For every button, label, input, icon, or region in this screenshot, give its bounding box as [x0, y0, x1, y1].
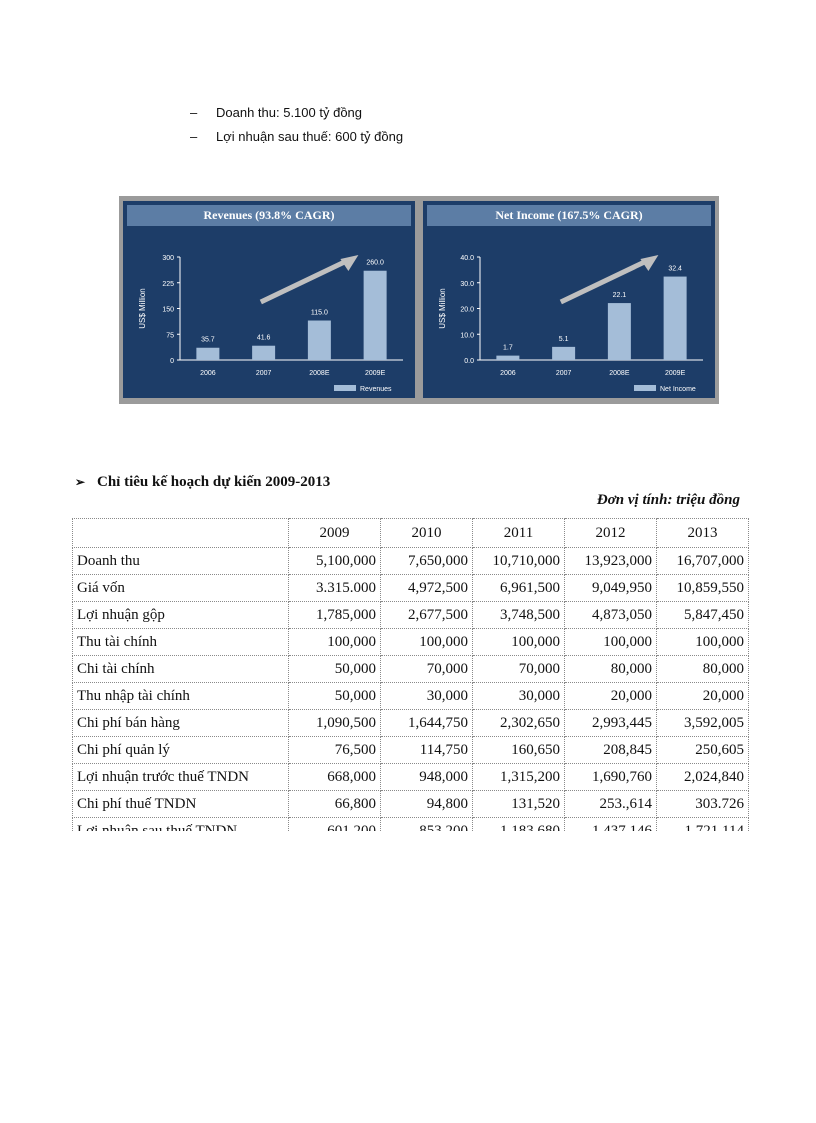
header-empty-cell: [73, 519, 289, 548]
y-tick-label: 0.0: [464, 358, 474, 365]
value-cell: 131,520: [473, 791, 565, 818]
value-cell: 80,000: [565, 656, 657, 683]
plan-table: [72, 518, 749, 845]
y-tick-label: 0: [170, 358, 174, 365]
legend-swatch: [334, 385, 356, 391]
table-row: [73, 656, 749, 683]
value-cell: 114,750: [381, 737, 473, 764]
year-header: 2010: [381, 519, 473, 548]
y-axis-label: US$ Million: [138, 288, 147, 329]
row-label: Lợi nhuận trước thuế TNDN: [73, 764, 289, 791]
bar-value-label: 35.7: [201, 336, 215, 344]
bar-value-label: 32.4: [668, 265, 682, 273]
x-tick-label: 2009E: [365, 370, 386, 377]
year-header: 2013: [657, 519, 749, 548]
section-heading: [75, 474, 330, 491]
x-tick-label: 2009E: [665, 370, 686, 377]
row-label: Chi phí bán hàng: [73, 710, 289, 737]
value-cell: 66,800: [289, 791, 381, 818]
legend-swatch: [634, 385, 656, 391]
value-cell: 13,923,000: [565, 548, 657, 575]
x-tick-label: 2007: [255, 370, 272, 377]
bar: [608, 303, 631, 360]
value-cell: 3,592,005: [657, 710, 749, 737]
value-cell: 3,748,500: [473, 602, 565, 629]
x-tick-label: 2007: [555, 370, 572, 377]
value-cell: 4,873,050: [565, 602, 657, 629]
bar: [496, 356, 519, 360]
value-cell: 100,000: [473, 629, 565, 656]
table-row: [73, 548, 749, 575]
value-cell: 10,859,550: [657, 575, 749, 602]
row-label: Giá vốn: [73, 575, 289, 602]
value-cell: 253.,614: [565, 791, 657, 818]
value-cell: 208,845: [565, 737, 657, 764]
value-cell: 2,024,840: [657, 764, 749, 791]
row-label: Thu nhập tài chính: [73, 683, 289, 710]
value-cell: 9,049,950: [565, 575, 657, 602]
y-tick-label: 225: [162, 280, 174, 288]
x-tick-label: 2008E: [309, 370, 330, 377]
bar: [196, 348, 219, 360]
value-cell: 76,500: [289, 737, 381, 764]
summary-bullets: [190, 100, 403, 148]
bar: [664, 277, 687, 360]
value-cell: 100,000: [565, 629, 657, 656]
value-cell: 948,000: [381, 764, 473, 791]
y-tick-label: 40.0: [460, 255, 474, 262]
bar: [552, 347, 575, 360]
year-header: 2012: [565, 519, 657, 548]
bar: [364, 271, 387, 360]
value-cell: 20,000: [657, 683, 749, 710]
value-cell: 160,650: [473, 737, 565, 764]
y-tick-label: 30.0: [460, 280, 474, 288]
value-cell: 6,961,500: [473, 575, 565, 602]
value-cell: 100,000: [289, 629, 381, 656]
year-header: 2011: [473, 519, 565, 548]
value-cell: 80,000: [657, 656, 749, 683]
bullet-revenue: [190, 100, 403, 124]
value-cell: 5,847,450: [657, 602, 749, 629]
table-row: [73, 764, 749, 791]
value-cell: 1,785,000: [289, 602, 381, 629]
bar-value-label: 260.0: [366, 259, 384, 267]
value-cell: 2,993,445: [565, 710, 657, 737]
value-cell: 70,000: [381, 656, 473, 683]
charts-image: [119, 196, 719, 404]
value-cell: 16,707,000: [657, 548, 749, 575]
bar-value-label: 1.7: [503, 344, 513, 352]
table-row: [73, 791, 749, 818]
net-income-chart-svg: [423, 201, 715, 398]
table-header-row: [73, 519, 749, 548]
row-label: Lợi nhuận gộp: [73, 602, 289, 629]
value-cell: 3.315.000: [289, 575, 381, 602]
bar-value-label: 41.6: [256, 334, 271, 342]
value-cell: 5,100,000: [289, 548, 381, 575]
row-label: Chi phí quản lý: [73, 737, 289, 764]
table-row: [73, 710, 749, 737]
net-income-chart-title: Net Income (167.5% CAGR): [427, 205, 711, 226]
page-cut: [70, 831, 750, 851]
table-row: [73, 683, 749, 710]
bar-value-label: 115.0: [310, 309, 328, 317]
value-cell: 2,677,500: [381, 602, 473, 629]
arrow-bullet-icon: ➢: [75, 475, 86, 489]
bullet-text: Doanh thu: 5.100 tỷ đồng: [216, 104, 363, 120]
table-row: [73, 575, 749, 602]
value-cell: 100,000: [381, 629, 473, 656]
y-tick-label: 20.0: [460, 306, 474, 314]
value-cell: 100,000: [657, 629, 749, 656]
value-cell: 50,000: [289, 656, 381, 683]
revenue-chart: [123, 201, 415, 398]
bar: [308, 321, 331, 360]
value-cell: 70,000: [473, 656, 565, 683]
value-cell: 30,000: [473, 683, 565, 710]
value-cell: 50,000: [289, 683, 381, 710]
bar-value-label: 22.1: [612, 292, 627, 300]
y-tick-label: 150: [162, 306, 174, 314]
unit-note: Đơn vị tính: triệu đồng: [596, 492, 740, 508]
row-label: Chi tài chính: [73, 656, 289, 683]
value-cell: 4,972,500: [381, 575, 473, 602]
section-title: Chỉ tiêu kế hoạch dự kiến 2009-2013: [97, 474, 331, 490]
table-row: [73, 629, 749, 656]
row-label: Doanh thu: [73, 548, 289, 575]
value-cell: 1,315,200: [473, 764, 565, 791]
net-income-chart: [423, 201, 715, 398]
bullet-text: Lợi nhuận sau thuế: 600 tỷ đồng: [216, 128, 404, 144]
value-cell: 94,800: [381, 791, 473, 818]
revenue-chart-svg: [123, 201, 415, 398]
value-cell: 1,690,760: [565, 764, 657, 791]
legend-label: Revenues: [360, 386, 392, 393]
growth-arrow-head: [340, 255, 358, 271]
value-cell: 2,302,650: [473, 710, 565, 737]
bullet-dash: –: [190, 128, 198, 144]
table-row: [73, 737, 749, 764]
revenue-chart-title: Revenues (93.8% CAGR): [127, 205, 411, 226]
growth-arrow-head: [640, 255, 658, 271]
row-label: Chi phí thuế TNDN: [73, 791, 289, 818]
bar: [252, 346, 275, 360]
value-cell: 1,090,500: [289, 710, 381, 737]
legend-label: Net Income: [660, 386, 696, 393]
value-cell: 250,605: [657, 737, 749, 764]
x-tick-label: 2006: [500, 370, 516, 377]
y-tick-label: 300: [162, 255, 174, 262]
bullet-net-income: [190, 124, 403, 148]
table-row: [73, 602, 749, 629]
value-cell: 303.726: [657, 791, 749, 818]
bullet-dash: –: [190, 104, 198, 120]
growth-arrow-shaft: [561, 262, 645, 302]
y-axis-label: US$ Million: [438, 288, 447, 329]
value-cell: 1,644,750: [381, 710, 473, 737]
bar-value-label: 5.1: [558, 335, 569, 343]
growth-arrow-shaft: [261, 262, 345, 302]
value-cell: 10,710,000: [473, 548, 565, 575]
value-cell: 7,650,000: [381, 548, 473, 575]
y-tick-label: 75: [166, 332, 174, 340]
value-cell: 20,000: [565, 683, 657, 710]
year-header: 2009: [289, 519, 381, 548]
x-tick-label: 2006: [200, 370, 216, 377]
value-cell: 668,000: [289, 764, 381, 791]
x-tick-label: 2008E: [609, 370, 630, 377]
value-cell: 30,000: [381, 683, 473, 710]
y-tick-label: 10.0: [460, 332, 474, 340]
row-label: Thu tài chính: [73, 629, 289, 656]
